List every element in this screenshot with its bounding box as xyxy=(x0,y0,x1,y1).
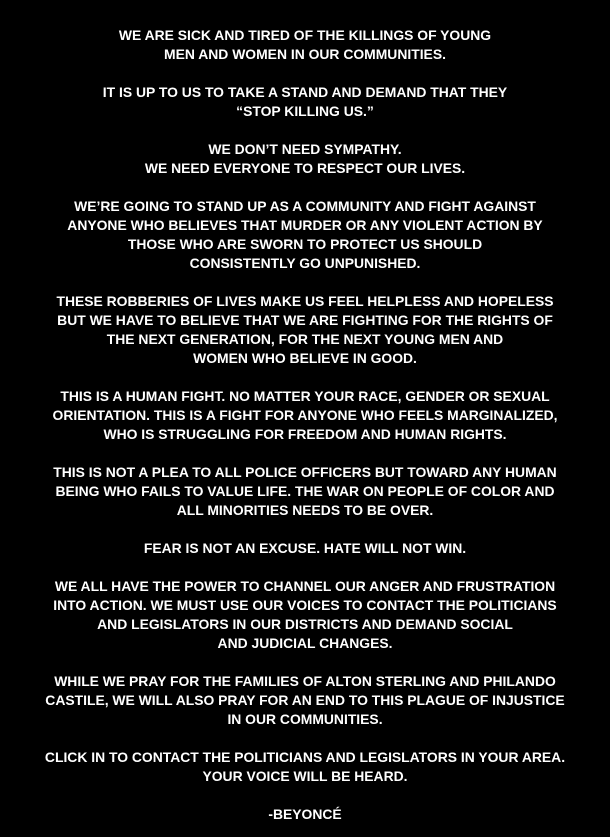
statement-line: WE ARE SICK AND TIRED OF THE KILLINGS OF YOUNG xyxy=(118,27,492,43)
statement-line: WE ALL HAVE THE POWER TO CHANNEL OUR ANGER AND FRUSTRATION xyxy=(54,578,556,594)
statement-line: WE NEED EVERYONE TO RESPECT OUR LIVES. xyxy=(144,160,466,176)
statement-line: BEING WHO FAILS TO VALUE LIFE. THE WAR ON PEOPLE OF COLOR AND xyxy=(55,483,555,499)
statement-line: INTO ACTION. WE MUST USE OUR VOICES TO CONTACT THE POLITICIANS xyxy=(53,597,557,613)
paragraph-human-fight xyxy=(0,387,610,444)
statement-line: “STOP KILLING US.” xyxy=(236,103,374,119)
paragraph-not-a-plea xyxy=(0,463,610,520)
paragraph-community xyxy=(0,197,610,273)
statement-line: WHILE WE PRAY FOR THE FAMILIES OF ALTON STERLING AND PHILANDO xyxy=(54,673,556,689)
statement-line: THIS IS A HUMAN FIGHT. NO MATTER YOUR RACE, GENDER OR SEXUAL xyxy=(60,388,550,404)
statement-line: WE DON’T NEED SYMPATHY. xyxy=(208,141,402,157)
statement-line: ALL MINORITIES NEEDS TO BE OVER. xyxy=(176,502,434,518)
statement-line: AND LEGISLATORS IN OUR DISTRICTS AND DEMAND SOCIAL xyxy=(97,616,513,632)
signature xyxy=(0,805,610,824)
statement-line: IN OUR COMMUNITIES. xyxy=(227,711,383,727)
paragraph-take-a-stand xyxy=(0,83,610,121)
signature-text: -BEYONCÉ xyxy=(268,806,342,822)
statement-line: WOMEN WHO BELIEVE IN GOOD. xyxy=(193,350,417,366)
paragraph-pray xyxy=(0,672,610,729)
paragraph-sick-and-tired xyxy=(0,26,610,64)
statement-line: ANYONE WHO BELIEVES THAT MURDER OR ANY VIOLENT ACTION BY xyxy=(67,217,543,233)
statement-line: ORIENTATION. THIS IS A FIGHT FOR ANYONE WHO FEELS MARGINALIZED, xyxy=(52,407,558,423)
statement-line: THIS IS NOT A PLEA TO ALL POLICE OFFICERS BUT TOWARD ANY HUMAN xyxy=(53,464,557,480)
statement-line: FEAR IS NOT AN EXCUSE. HATE WILL NOT WIN. xyxy=(143,540,467,556)
statement-line: THESE ROBBERIES OF LIVES MAKE US FEEL HELPLESS AND HOPELESS xyxy=(56,293,554,309)
statement-line: WHO IS STRUGGLING FOR FREEDOM AND HUMAN RIGHTS. xyxy=(103,426,507,442)
paragraph-sympathy xyxy=(0,140,610,178)
statement-line: BUT WE HAVE TO BELIEVE THAT WE ARE FIGHTING FOR THE RIGHTS OF xyxy=(57,312,553,328)
statement-line: IT IS UP TO US TO TAKE A STAND AND DEMAND THAT THEY xyxy=(102,84,508,100)
paragraph-robberies xyxy=(0,292,610,368)
statement-line: CASTILE, WE WILL ALSO PRAY FOR AN END TO THIS PLAGUE OF INJUSTICE xyxy=(45,692,565,708)
paragraph-click-in xyxy=(0,748,610,786)
statement-line: CLICK IN TO CONTACT THE POLITICIANS AND LEGISLATORS IN YOUR AREA. xyxy=(44,749,566,765)
statement-line: THOSE WHO ARE SWORN TO PROTECT US SHOULD xyxy=(127,236,483,252)
paragraph-channel-anger xyxy=(0,577,610,653)
paragraph-fear xyxy=(0,539,610,558)
statement-line: THE NEXT GENERATION, FOR THE NEXT YOUNG MEN AND xyxy=(106,331,504,347)
statement-line: YOUR VOICE WILL BE HEARD. xyxy=(202,768,408,784)
statement-line: MEN AND WOMEN IN OUR COMMUNITIES. xyxy=(164,46,446,62)
statement-line: WE’RE GOING TO STAND UP AS A COMMUNITY AND FIGHT AGAINST xyxy=(74,198,536,214)
statement-line: CONSISTENTLY GO UNPUNISHED. xyxy=(189,255,421,271)
statement-line: AND JUDICIAL CHANGES. xyxy=(217,635,393,651)
